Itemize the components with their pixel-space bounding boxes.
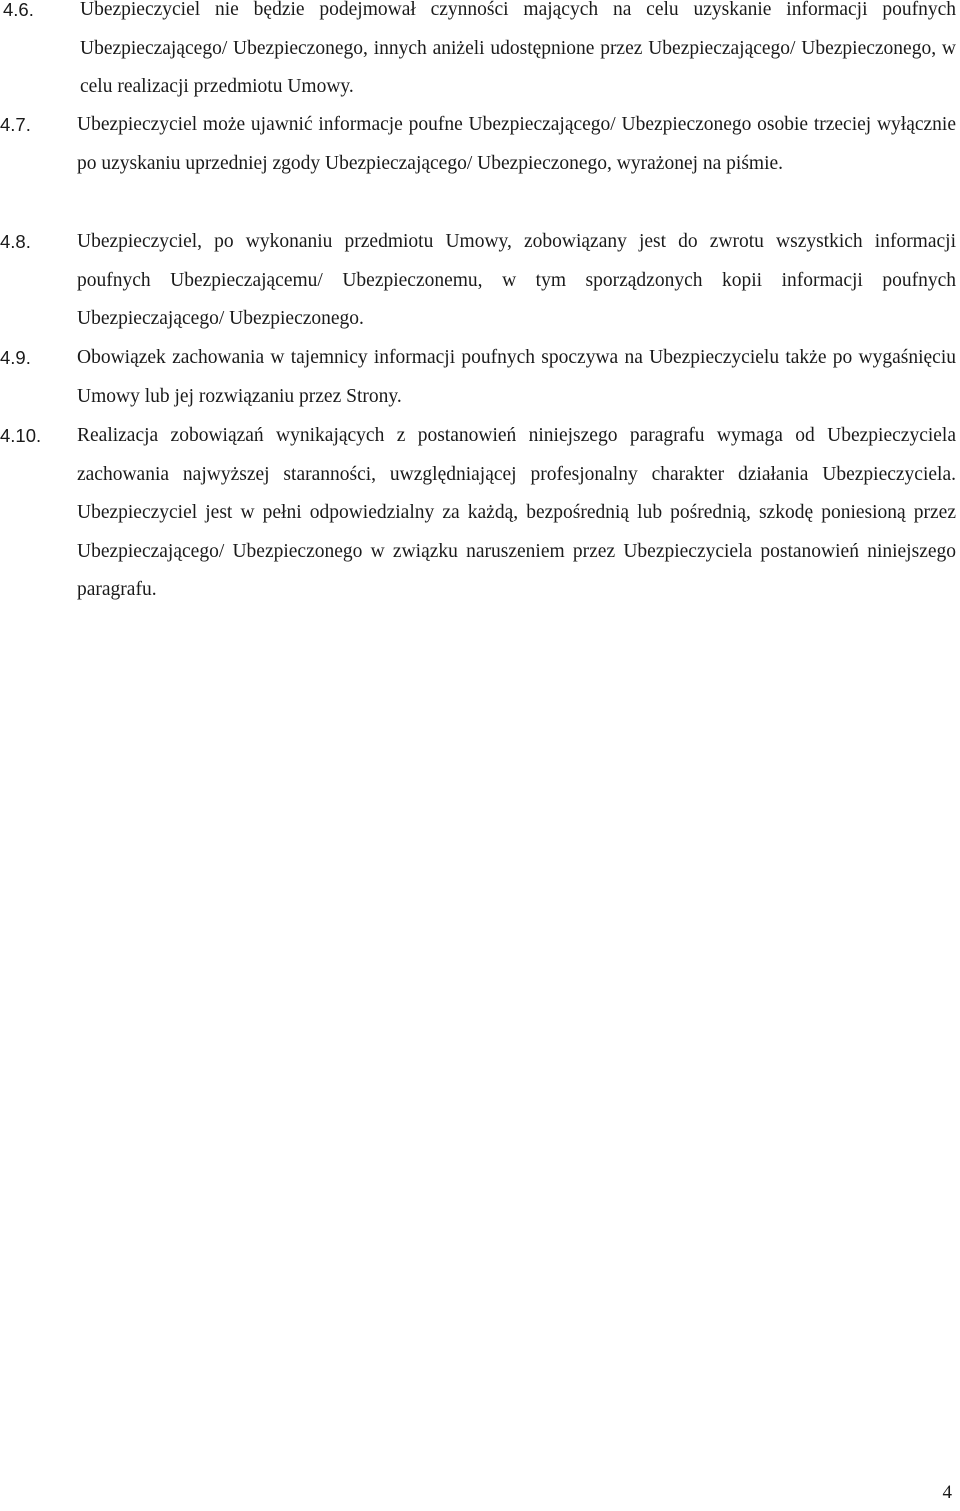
clause-number: 4.8. (0, 231, 31, 252)
clause-4-10 (0, 417, 958, 629)
clause-number: 4.10. (0, 425, 42, 446)
clause-text: Ubezpieczyciel nie będzie podejmował czynności mających na celu uzyskanie informacji poufnych Ubezpieczającego/ Ubezpieczonego, innych aniżeli udostępnione przez Ubezpieczającego/ Ubezpieczonego, w celu realizacji przedmiotu Umowy. (80, 0, 956, 97)
clause-text: Ubezpieczyciel może ujawnić informacje poufne Ubezpieczającego/ Ubezpieczonego osobie trzeciej wyłącznie po uzyskaniu uprzedniej zgody Ubezpieczającego/ Ubezpieczonego, wyrażonej na piśmie. (77, 114, 956, 174)
clause-number: 4.6. (3, 0, 34, 20)
clause-4-8 (0, 223, 958, 358)
page-number: 4 (942, 1482, 952, 1503)
clause-text: Realizacja zobowiązań wynikających z postanowień niniejszego paragrafu wymaga od Ubezpieczyciela zachowania najwyższej staranności, uwzględniającej profesjonalny charakter działania Ubezpieczyciela. Ubezpieczyciel jest w pełni odpowiedzialny za każdą, bezpośrednią lub pośrednią, szkodę poniesioną przez Ubezpieczającego/ Ubezpieczonego w związku naruszeniem przez Ubezpieczyciela postanowień niniejszego paragrafu. (77, 425, 956, 600)
clause-number: 4.7. (0, 114, 31, 135)
clause-text: Obowiązek zachowania w tajemnicy informacji poufnych spoczywa na Ubezpieczycielu także po wygaśnięciu Umowy lub jej rozwiązaniu przez Strony. (77, 347, 956, 407)
clause-number: 4.9. (0, 347, 31, 368)
clause-text: Ubezpieczyciel, po wykonaniu przedmiotu Umowy, zobowiązany jest do zwrotu wszystkich informacji poufnych Ubezpieczającemu/ Ubezpieczonemu, w tym sporządzonych kopii informacji poufnych Ubezpieczającego/ Ubezpieczonego. (77, 231, 956, 329)
clause-4-7 (0, 106, 958, 203)
